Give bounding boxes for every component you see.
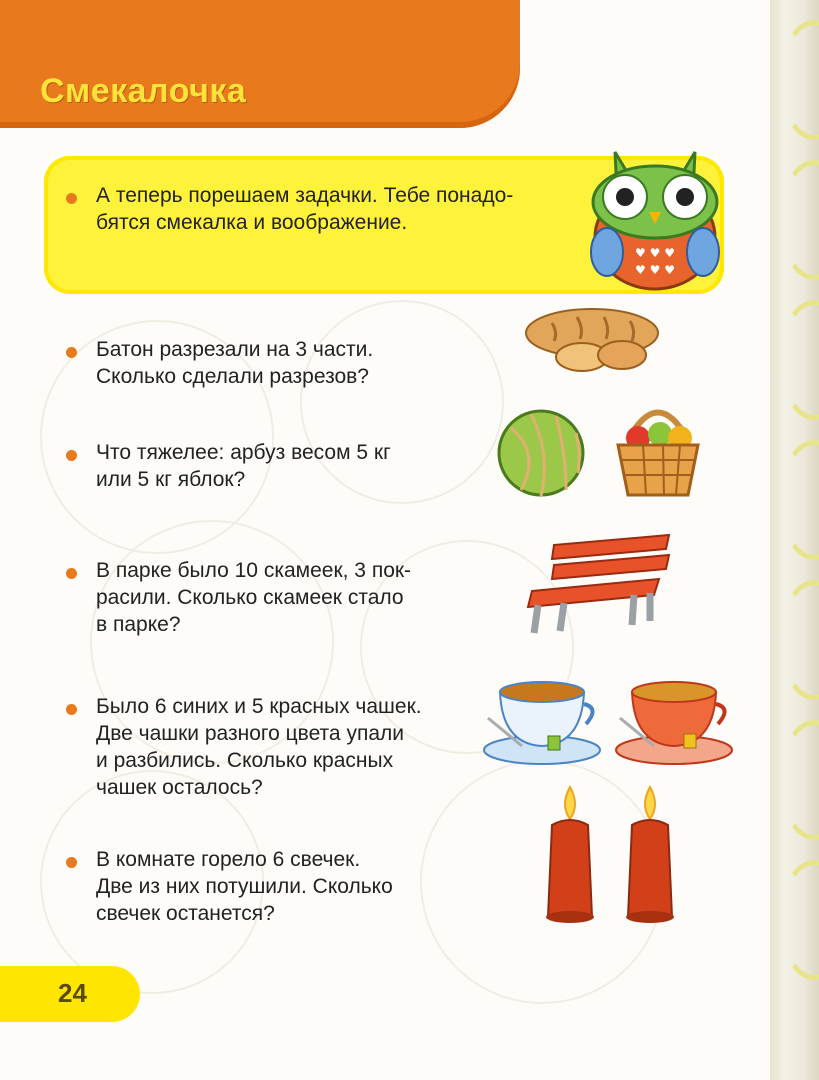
- task-line: Было 6 синих и 5 красных чашек.: [96, 695, 422, 718]
- bullet: [66, 347, 77, 358]
- task-line: Что тяжелее: арбуз весом 5 кг: [96, 441, 391, 464]
- apple-basket-icon: [608, 390, 708, 500]
- intro-line: бятся смекалка и воображение.: [96, 211, 408, 234]
- task-line: Две из них потушили. Сколько: [96, 875, 393, 898]
- red-cup-icon: [614, 678, 734, 768]
- task-line: Две чашки разного цвета упали: [96, 722, 404, 745]
- spine-arc: [779, 860, 819, 980]
- bullet: [66, 704, 77, 715]
- spine-arc: [779, 440, 819, 560]
- svg-text:♥ ♥ ♥: ♥ ♥ ♥: [635, 246, 675, 260]
- page-number: 24: [58, 978, 87, 1008]
- bullet: [66, 450, 77, 461]
- task-candles: [96, 846, 446, 927]
- task-line: Батон разрезали на 3 части.: [96, 338, 374, 361]
- page-title: Смекалочка: [40, 72, 247, 110]
- task-line: В парке было 10 скамеек, 3 пок-: [96, 559, 412, 582]
- task-line: чашек осталось?: [96, 776, 263, 799]
- task-line: или 5 кг яблок?: [96, 468, 246, 491]
- task-line: свечек останется?: [96, 902, 275, 925]
- owl-icon: [585, 142, 725, 292]
- bullet: [66, 857, 77, 868]
- task-line: и разбились. Сколько красных: [96, 749, 394, 772]
- task-cups: [96, 693, 446, 801]
- book-spine: [770, 0, 819, 1080]
- spine-arc: [779, 160, 819, 280]
- task-line: в парке?: [96, 613, 181, 636]
- spine-arc: [779, 300, 819, 420]
- bullet: [66, 193, 77, 204]
- task-bread: [96, 336, 446, 390]
- bullet: [66, 568, 77, 579]
- bench-icon: [524, 525, 674, 635]
- svg-text:♥ ♥ ♥: ♥ ♥ ♥: [635, 263, 675, 277]
- watermelon-icon: [496, 408, 586, 498]
- task-watermelon: [96, 439, 446, 493]
- intro-line: А теперь порешаем задачки. Тебе понадо-: [96, 184, 514, 207]
- task-bench: [96, 557, 446, 638]
- candle-icon: [620, 785, 680, 925]
- task-line: В комнате горело 6 свечек.: [96, 848, 361, 871]
- candle-icon: [540, 785, 600, 925]
- task-line: Сколько сделали разрезов?: [96, 365, 369, 388]
- intro-text: [96, 182, 586, 236]
- blue-cup-icon: [482, 678, 602, 768]
- spine-arc: [779, 580, 819, 700]
- task-line: расили. Сколько скамеек стало: [96, 586, 404, 609]
- spine-arc: [779, 720, 819, 840]
- spine-arc: [779, 20, 819, 140]
- bread-icon: [522, 305, 662, 375]
